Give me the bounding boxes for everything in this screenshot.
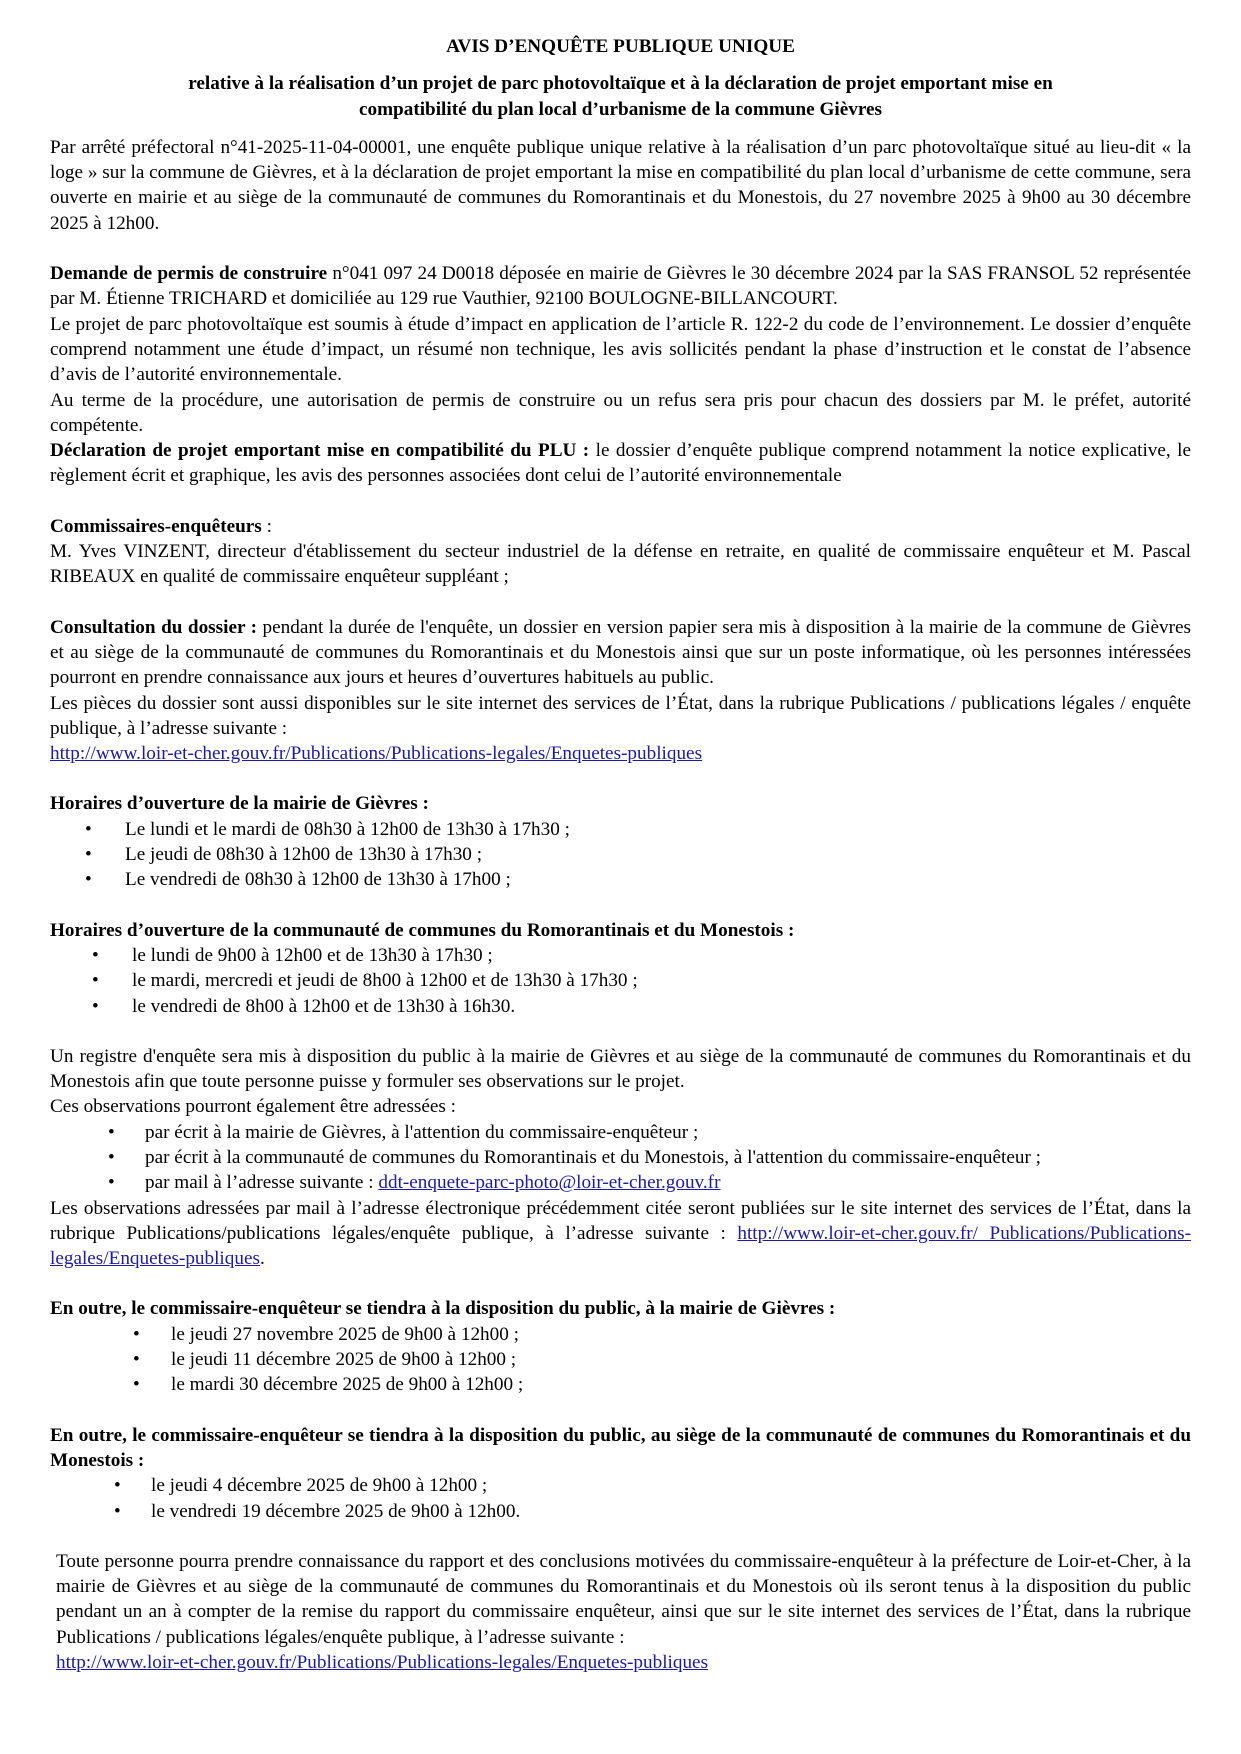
- declaration-label: Déclaration de projet emportant mise en compatibilité du PLU :: [50, 440, 590, 462]
- list-item: [50, 994, 1191, 1019]
- list-item-text: le mardi, mercredi et jeudi de 8h00 à 12h00 et de 13h30 à 17h30 ;: [132, 970, 638, 992]
- permanences-mairie-heading-text: En outre, le commissaire-enquêteur se tiendra à la disposition du public, à la mairie de Gièvres :: [50, 1298, 836, 1320]
- horaires-cc-heading: [50, 918, 1191, 943]
- registre-paragraph: Un registre d'enquête sera mis à disposition du public à la mairie de Gièvres et au siège de la communauté de communes du Romorantinais et du Monestois afin que toute personne puisse y formuler ses observations sur le projet.: [50, 1045, 1191, 1093]
- horaires-mairie-heading-text: Horaires d’ouverture de la mairie de Gièvres :: [50, 793, 429, 815]
- list-item: [50, 1347, 1191, 1372]
- list-item-text: Le vendredi de 08h30 à 12h00 de 13h30 à 17h00 ;: [125, 869, 511, 891]
- list-item: [50, 1170, 1191, 1195]
- consultation-paragraph: [50, 615, 1191, 691]
- pieces-paragraph: Les pièces du dossier sont aussi disponibles sur le site internet des services de l’État, dans la rubrique Publications / publications légales / enquête publique, à l’adresse suivante :: [50, 692, 1191, 739]
- list-item: [50, 817, 1191, 842]
- horaires-cc-list: [50, 943, 1191, 1019]
- bullet-icon: •: [108, 1146, 115, 1168]
- horaires-mairie-heading: [50, 791, 1191, 816]
- list-item: [50, 1145, 1191, 1170]
- list-item: [50, 867, 1191, 892]
- mail-prefix: par mail à l’adresse suivante :: [145, 1172, 379, 1194]
- commissaires-heading: [50, 514, 1191, 539]
- horaires-mairie-list: [50, 817, 1191, 893]
- permanences-cc-list: [50, 1473, 1191, 1524]
- bullet-icon: •: [92, 944, 99, 966]
- bullet-icon: •: [92, 995, 99, 1017]
- bullet-icon: •: [85, 844, 92, 866]
- bullet-icon: •: [108, 1121, 115, 1143]
- commissaires-suffix: :: [261, 515, 272, 537]
- email-link[interactable]: ddt-enquete-parc-photo@loir-et-cher.gouv.fr: [378, 1172, 721, 1194]
- list-item: [50, 1120, 1191, 1145]
- list-item-text: par écrit à la mairie de Gièvres, à l'attention du commissaire-enquêteur ;: [145, 1121, 699, 1143]
- bullet-icon: •: [108, 1172, 115, 1194]
- permis-text: n°041 097 24 D0018 déposée en mairie de Gièvres le 30 décembre 2024 par la SAS FRANSOL 52 représentée par M. Étienne TRICHARD et domiciliée au 129 rue Vauthier, 92100 BOULOGNE-BILLANCOURT.: [50, 263, 1191, 310]
- intro-paragraph: Par arrêté préfectoral n°41-2025-11-04-00001, une enquête publique unique relative à la réalisation d’un parc photovoltaïque situé au lieu-dit « la loge » sur la commune de Gièvres, et à la déclaration de projet emportant la mise en compatibilité du plan local d’urbanisme de cette commune, sera ouverte en mairie et au siège de la communauté de communes du Romorantinais et du Monestois, du 27 novembre 2025 à 9h00 au 30 décembre 2025 à 12h00.: [50, 136, 1191, 234]
- bullet-icon: •: [85, 869, 92, 891]
- terme-paragraph: Au terme de la procédure, une autorisation de permis de construire ou un refus sera pris pour chacun des dossiers par M. le préfet, autorité compétente.: [50, 389, 1191, 436]
- permanences-mairie-list: [50, 1322, 1191, 1398]
- observations-publiees-paragraph: [50, 1196, 1191, 1272]
- consultation-link[interactable]: http://www.loir-et-cher.gouv.fr/Publications/Publications-legales/Enquetes-publiques: [50, 743, 703, 765]
- bullet-icon: •: [133, 1349, 140, 1371]
- conclusion-paragraph: Toute personne pourra prendre connaissance du rapport et des conclusions motivées du commissaire-enquêteur à la préfecture de Loir-et-Cher, à la mairie de Gièvres et au siège de la communauté de communes du Romorantinais et du Monestois où ils seront tenus à la disposition du public pendant un an à compter de la remise du rapport du commissaire enquêteur, ainsi que sur le site internet des services de l’État, dans la rubrique Publications / publications légales/enquête publique, à l’adresse suivante :: [56, 1550, 1191, 1648]
- permanences-cc-heading-text: En outre, le commissaire-enquêteur se tiendra à la disposition du public, au siège de la communauté de communes du Romorantinais et du Monestois :: [50, 1424, 1191, 1471]
- list-item: [50, 1322, 1191, 1347]
- horaires-cc-heading-text: Horaires d’ouverture de la communauté de communes du Romorantinais et du Monestois :: [50, 919, 795, 941]
- bullet-icon: •: [133, 1323, 140, 1345]
- list-item: [50, 1372, 1191, 1397]
- list-item-text: par écrit à la communauté de communes du Romorantinais et du Monestois, à l'attention du commissaire-enquêteur ;: [145, 1146, 1041, 1168]
- conclusion-link-line: [56, 1650, 1191, 1675]
- observations-publiees-text: Les observations adressées par mail à l’adresse électronique précédemment citée seront publiées sur le site internet des services de l’État, dans la rubrique Publications/publications légales/enquête publique, à l’adresse suivante :: [50, 1197, 1191, 1244]
- consultation-label: Consultation du dossier :: [50, 616, 258, 638]
- list-item-text: le vendredi de 8h00 à 12h00 et de 13h30 à 16h30.: [132, 995, 516, 1017]
- bullet-icon: •: [85, 818, 92, 840]
- page-subtitle: [50, 71, 1191, 122]
- list-item-text: le vendredi 19 décembre 2025 de 9h00 à 12h00.: [151, 1500, 521, 1522]
- permis-paragraph: [50, 261, 1191, 312]
- bullet-icon: •: [92, 970, 99, 992]
- list-item: [50, 1499, 1191, 1524]
- impact-paragraph: Le projet de parc photovoltaïque est soumis à étude d’impact en application de l’article R. 122-2 du code de l’environnement. Le dossier d’enquête comprend notamment une étude d’impact, un résumé non technique, les avis sollicités pendant la phase d’instruction et le constat de l’absence d’avis de l’autorité environnementale.: [50, 313, 1191, 386]
- list-item: [50, 842, 1191, 867]
- list-item: [50, 943, 1191, 968]
- observations-link-suffix: .: [259, 1248, 265, 1270]
- conclusion-block: [50, 1549, 1191, 1675]
- declaration-text: le dossier d’enquête publique comprend notamment la notice explicative, le règlement écrit et graphique, les avis des personnes associées dont celui de l’autorité environnementale: [50, 440, 1191, 487]
- permanences-mairie-heading: [50, 1296, 1191, 1321]
- list-item: [50, 1473, 1191, 1498]
- list-item-text: le jeudi 11 décembre 2025 de 9h00 à 12h00 ;: [171, 1349, 517, 1371]
- declaration-paragraph: [50, 438, 1191, 489]
- observations-intro: Ces observations pourront également être adressées :: [50, 1096, 457, 1118]
- commissaires-label: Commissaires-enquêteurs: [50, 515, 262, 537]
- list-item-text: Le lundi et le mardi de 08h30 à 12h00 de 13h30 à 17h30 ;: [125, 818, 570, 840]
- list-item-text: le jeudi 27 novembre 2025 de 9h00 à 12h00 ;: [171, 1323, 519, 1345]
- list-item-text: le jeudi 4 décembre 2025 de 9h00 à 12h00 ;: [151, 1475, 488, 1497]
- list-item-text: le lundi de 9h00 à 12h00 et de 13h30 à 17h30 ;: [132, 944, 493, 966]
- conclusion-link[interactable]: http://www.loir-et-cher.gouv.fr/Publications/Publications-legales/Enquetes-publiques: [56, 1652, 709, 1674]
- permanences-cc-heading: [50, 1423, 1191, 1474]
- subtitle-line-1: relative à la réalisation d’un projet de parc photovoltaïque et à la déclaration de projet emportant mise en: [188, 73, 1053, 95]
- bullet-icon: •: [133, 1374, 140, 1396]
- observations-link[interactable]: http://www.loir-et-cher.gouv.fr/ Publications/Publications-legales/Enquetes-publiques: [50, 1222, 1191, 1270]
- bullet-icon: •: [114, 1500, 121, 1522]
- subtitle-line-2: compatibilité du plan local d’urbanisme de la commune Gièvres: [358, 98, 883, 120]
- page-title: AVIS D’ENQUÊTE PUBLIQUE UNIQUE: [446, 36, 795, 57]
- commissaires-paragraph: M. Yves VINZENT, directeur d'établissement du secteur industriel de la défense en retraite, en qualité de commissaire enquêteur et M. Pascal RIBEAUX en qualité de commissaire enquêteur suppléant ;: [50, 541, 1191, 588]
- consultation-text: pendant la durée de l'enquête, un dossier en version papier sera mis à disposition à la mairie de la commune de Gièvres et au siège de la communauté de communes du Romorantinais et du Monestois ainsi que sur un poste informatique, où les personnes intéressées pourront en prendre connaissance aux jours et heures d’ouvertures habituels au public.: [50, 616, 1192, 689]
- list-item-text: Le jeudi de 08h30 à 12h00 de 13h30 à 17h30 ;: [125, 844, 483, 866]
- consultation-link-line: [50, 741, 1191, 766]
- observations-list: [50, 1120, 1191, 1196]
- list-item-text: le mardi 30 décembre 2025 de 9h00 à 12h00 ;: [171, 1374, 524, 1396]
- permis-label: Demande de permis de construire: [50, 263, 328, 285]
- list-item: [50, 968, 1191, 993]
- bullet-icon: •: [114, 1475, 121, 1497]
